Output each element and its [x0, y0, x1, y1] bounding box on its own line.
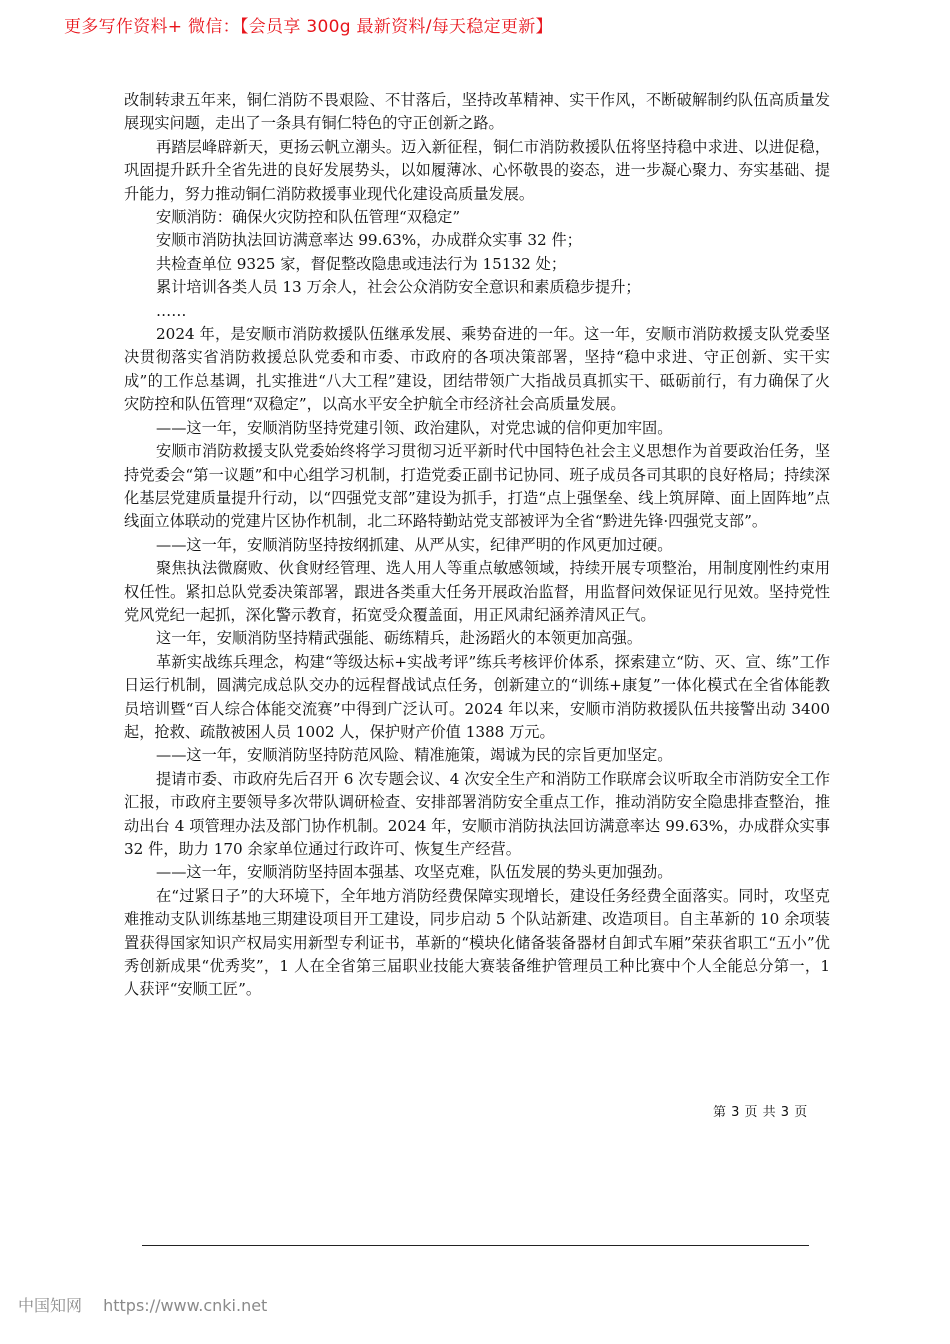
watermark-brand: 中国知网: [18, 1296, 83, 1315]
paragraph: 改制转隶五年来，铜仁消防不畏艰险、不甘落后，坚持改革精神、实干作风，不断破解制约队伍高质量发展现实问题，走出了一条具有铜仁特色的守正创新之路。: [124, 91, 830, 133]
subheading: ——这一年，安顺消防坚持固本强基、攻坚克难，队伍发展的势头更加强劲。: [156, 863, 673, 882]
paragraph: 安顺市消防救援支队党委始终将学习贯彻习近平新时代中国特色社会主义思想作为首要政治任务，坚持党委会“第一议题”和中心组学习机制，打造党委正副书记协同、班子成员各司其职的良好格局；持续深化基层党建质量提升行动，以“四强党支部”建设为抓手，打造“点上强堡垒、线上筑屏障、面上固阵地”点线面立体联动的党建片区协作机制，北二环路特勤站党支部被评为全省“黔进先锋·四强党支部”。: [124, 442, 830, 531]
section-heading: 安顺消防：确保火灾防控和队伍管理“双稳定”: [156, 208, 461, 227]
watermark: [18, 1293, 267, 1316]
paragraph: 再踏层峰辟新天，更扬云帆立潮头。迈入新征程，铜仁市消防救援队伍将坚持稳中求进、以进促稳，巩固提升跃升全省先进的良好发展势头，以如履薄冰、心怀敬畏的姿态，进一步凝心聚力、夯实基础、提升能力，努力推动铜仁消防救援事业现代化建设高质量发展。: [124, 137, 830, 203]
highlight-item: 安顺市消防执法回访满意率达 99.63%，办成群众实事 32 件；: [156, 231, 582, 250]
paragraph: 聚焦执法微腐败、伙食财经管理、选人用人等重点敏感领域，持续开展专项整治，用制度刚性约束用权任性。紧扣总队党委决策部署，跟进各类重大任务开展政治监督，用监督问效保证见行见效。坚持党性党风党纪一起抓，深化警示教育，拓宽受众覆盖面，用正风肃纪涵养清风正气。: [124, 559, 830, 624]
subheading: ——这一年，安顺消防坚持党建引领、政治建队，对党忠诚的信仰更加牢固。: [156, 418, 673, 437]
document-body: [124, 89, 830, 1002]
paragraph: 革新实战练兵理念，构建“等级达标+实战考评”练兵考核评价体系，探索建立“防、灭、宣、练”工作日运行机制，圆满完成总队交办的远程督战试点任务，创新建立的“训练+康复”一体化模式在全省体能教员培训暨“百人综合体能交流赛”中得到广泛认可。2024 年以来，安顺市消防救援队伍共接警出动 3400 起，抢救、疏散被困人员 1002 人，保护财产价值 1388 万元。: [124, 652, 830, 741]
paragraph: 提请市委、市政府先后召开 6 次专题会议、4 次安全生产和消防工作联席会议听取全市消防安全工作汇报，市政府主要领导多次带队调研检查、安排部署消防安全重点工作，推动消防安全隐患排查整治，推动出台 4 项管理办法及部门协作机制。2024 年，安顺市消防执法回访满意率达 99.63%，办成群众实事 32 件，助力 170 余家单位通过行政许可、恢复生产经营。: [124, 769, 830, 858]
paragraph: 2024 年，是安顺市消防救援队伍继承发展、乘势奋进的一年。这一年，安顺市消防救援支队党委坚决贯彻落实省消防救援总队党委和市委、市政府的各项决策部署，坚持“稳中求进、守正创新、实干实成”的工作总基调，扎实推进“八大工程”建设，团结带领广大指战员真抓实干、砥砺前行，有力确保了火灾防控和队伍管理“双稳定”，以高水平安全护航全市经济社会高质量发展。: [124, 325, 830, 414]
subheading: ——这一年，安顺消防坚持防范风险、精准施策，竭诚为民的宗旨更加坚定。: [156, 746, 673, 765]
highlight-item: 累计培训各类人员 13 万余人，社会公众消防安全意识和素质稳步提升；: [156, 278, 641, 297]
page-number: 第 3 页 共 3 页: [713, 1105, 808, 1120]
highlight-item: 共检查单位 9325 家，督促整改隐患或违法行为 15132 处；: [156, 254, 567, 273]
ellipsis: ……: [156, 301, 187, 320]
footer-divider: [142, 1245, 809, 1246]
subheading: ——这一年，安顺消防坚持按纲抓建、从严从实，纪律严明的作风更加过硬。: [156, 535, 673, 554]
paragraph: 在“过紧日子”的大环境下，全年地方消防经费保障实现增长，建设任务经费全面落实。同时，攻坚克难推动支队训练基地三期建设项目开工建设，同步启动 5 个队站新建、改造项目。自主革新的 10 余项装置获得国家知识产权局实用新型专利证书，革新的“模块化储备装备器材自卸式车厢”荣获省职工“五小”优秀创新成果“优秀奖”，1 人在全省第三届职业技能大赛装备维护管理员工种比赛中个人全能总分第一，1 人获评“安顺工匠”。: [124, 886, 830, 999]
watermark-url: https://www.cnki.net: [103, 1296, 268, 1315]
subheading: 这一年，安顺消防坚持精武强能、砺练精兵，赴汤蹈火的本领更加高强。: [156, 629, 642, 648]
promo-banner: 更多写作资料+ 微信：【会员享 300g 最新资料/每天稳定更新】: [64, 17, 553, 37]
